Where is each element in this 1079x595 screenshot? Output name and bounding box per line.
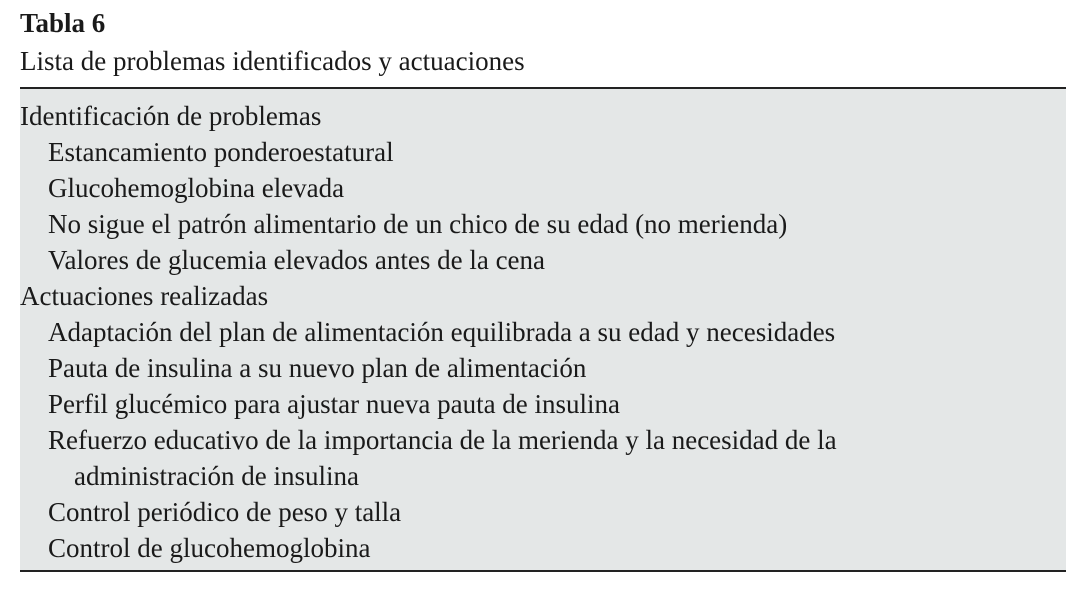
action-item: Control periódico de peso y talla	[48, 497, 402, 527]
action-item: Control de glucohemoglobina	[48, 533, 371, 563]
action-item: Refuerzo educativo de la importancia de la merienda y la necesidad de la	[48, 425, 837, 455]
section-heading-actions: Actuaciones realizadas	[20, 281, 269, 311]
section-heading-problems: Identificación de problemas	[20, 101, 322, 131]
action-item-continuation: administración de insulina	[74, 461, 359, 491]
table-body	[20, 87, 1066, 572]
problem-item: Estancamiento ponderoestatural	[48, 137, 394, 167]
table-title: Tabla 6	[20, 8, 106, 38]
problem-item: Valores de glucemia elevados antes de la cena	[48, 245, 546, 275]
table-caption: Lista de problemas identificados y actuaciones	[20, 46, 525, 76]
problem-item: No sigue el patrón alimentario de un chico de su edad (no merienda)	[48, 209, 788, 239]
action-item: Pauta de insulina a su nuevo plan de alimentación	[48, 353, 587, 383]
action-item: Adaptación del plan de alimentación equilibrada a su edad y necesidades	[48, 317, 836, 347]
action-item: Perfil glucémico para ajustar nueva pauta de insulina	[48, 389, 621, 419]
problem-item: Glucohemoglobina elevada	[48, 173, 345, 203]
